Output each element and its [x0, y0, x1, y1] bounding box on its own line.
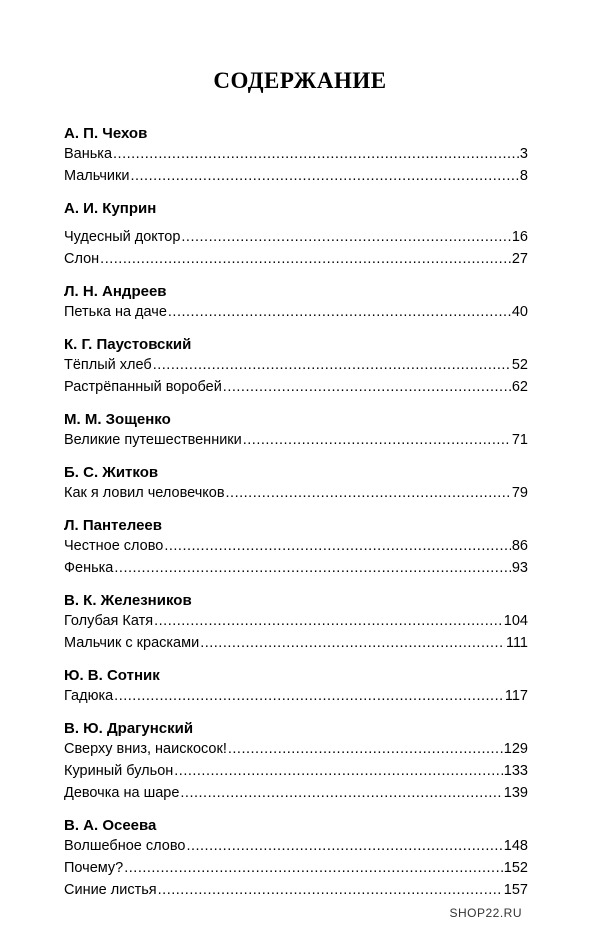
toc-entry[interactable] — [64, 760, 528, 782]
author-name: Л. Пантелеев — [64, 517, 162, 534]
toc-entry[interactable] — [64, 879, 528, 901]
author-name: А. П. Чехов — [64, 125, 148, 142]
page-number: 40 — [511, 304, 528, 320]
author-name: В. К. Железников — [64, 592, 192, 609]
page-number: 104 — [503, 613, 528, 629]
leader-dots — [181, 226, 510, 248]
toc-entry[interactable] — [64, 226, 528, 248]
toc-entry[interactable] — [64, 557, 528, 579]
story-title: Синие листья — [64, 882, 157, 898]
author-name: Л. Н. Андреев — [64, 283, 167, 300]
story-title: Честное слово — [64, 538, 164, 554]
story-title: Сверху вниз, наискосок! — [64, 741, 227, 757]
toc-entry[interactable] — [64, 143, 528, 165]
toc-section — [64, 335, 528, 398]
author-name: Ю. В. Сотник — [64, 667, 160, 684]
leader-dots — [243, 429, 511, 451]
toc-section — [64, 124, 528, 187]
page-number: 62 — [511, 379, 528, 395]
leader-dots — [130, 165, 518, 187]
toc-entry[interactable] — [64, 376, 528, 398]
page-number: 139 — [503, 785, 528, 801]
story-title: Ванька — [64, 146, 113, 162]
story-title: Чудесный доктор — [64, 229, 181, 245]
story-title: Мальчик с красками — [64, 635, 200, 651]
leader-dots — [153, 354, 511, 376]
leader-dots — [124, 857, 503, 879]
leader-dots — [223, 376, 511, 398]
leader-dots — [113, 143, 519, 165]
toc-entry[interactable] — [64, 354, 528, 376]
story-title: Тёплый хлеб — [64, 357, 152, 373]
story-title: Петька на даче — [64, 304, 167, 320]
leader-dots — [168, 301, 511, 323]
leader-dots — [180, 782, 502, 804]
toc-entry[interactable] — [64, 632, 528, 654]
toc-entry[interactable] — [64, 782, 528, 804]
story-title: Фенька — [64, 560, 114, 576]
story-title: Слон — [64, 251, 100, 267]
leader-dots — [226, 482, 511, 504]
author-name: К. Г. Паустовский — [64, 336, 192, 353]
page-number: 117 — [504, 688, 528, 704]
page-number: 8 — [519, 168, 528, 184]
page-number: 71 — [511, 432, 528, 448]
toc-section — [64, 666, 528, 707]
page-number: 93 — [511, 560, 528, 576]
author-name: М. М. Зощенко — [64, 411, 171, 428]
story-title: Почему? — [64, 860, 124, 876]
page-number: 111 — [505, 635, 528, 651]
toc-section — [64, 410, 528, 451]
toc-section — [64, 199, 528, 270]
page-number: 157 — [503, 882, 528, 898]
story-title: Как я ловил человечков — [64, 485, 225, 501]
toc-entry[interactable] — [64, 482, 528, 504]
page-number: 148 — [503, 838, 528, 854]
author-name: А. И. Куприн — [64, 200, 157, 217]
leader-dots — [164, 535, 511, 557]
story-title: Волшебное слово — [64, 838, 186, 854]
page-number: 133 — [503, 763, 528, 779]
toc-entry[interactable] — [64, 835, 528, 857]
story-title: Мальчики — [64, 168, 130, 184]
leader-dots — [114, 557, 510, 579]
toc-section — [64, 282, 528, 323]
story-title: Голубая Катя — [64, 613, 154, 629]
page-number: 79 — [511, 485, 528, 501]
page-title: СОДЕРЖАНИЕ — [213, 68, 387, 93]
toc-entry[interactable] — [64, 165, 528, 187]
story-title: Девочка на шаре — [64, 785, 180, 801]
toc-entry[interactable] — [64, 429, 528, 451]
toc-entry[interactable] — [64, 685, 528, 707]
toc-entry[interactable] — [64, 301, 528, 323]
leader-dots — [186, 835, 502, 857]
toc-entry[interactable] — [64, 610, 528, 632]
story-title: Гадюка — [64, 688, 114, 704]
author-name: В. А. Осеева — [64, 817, 157, 834]
author-name: Б. С. Житков — [64, 464, 159, 481]
page-number: 16 — [511, 229, 528, 245]
page-number: 3 — [519, 146, 528, 162]
toc-entry[interactable] — [64, 738, 528, 760]
page-number: 52 — [511, 357, 528, 373]
toc-entry[interactable] — [64, 248, 528, 270]
leader-dots — [228, 738, 503, 760]
watermark-text: SHOP22.RU — [449, 906, 522, 920]
page-number: 129 — [503, 741, 528, 757]
toc-section — [64, 816, 528, 901]
toc-entry[interactable] — [64, 857, 528, 879]
table-of-contents — [64, 124, 528, 901]
page-number: 152 — [503, 860, 528, 876]
leader-dots — [114, 685, 504, 707]
story-title: Великие путешественники — [64, 432, 242, 448]
story-title: Куриный бульон — [64, 763, 174, 779]
leader-dots — [174, 760, 503, 782]
leader-dots — [200, 632, 505, 654]
story-title: Растрёпанный воробей — [64, 379, 222, 395]
toc-section — [64, 463, 528, 504]
page-number: 86 — [511, 538, 528, 554]
toc-section — [64, 719, 528, 804]
author-name: В. Ю. Драгунский — [64, 720, 194, 737]
page-number: 27 — [511, 251, 528, 267]
leader-dots — [158, 879, 503, 901]
leader-dots — [154, 610, 503, 632]
toc-section — [64, 591, 528, 654]
leader-dots — [100, 248, 511, 270]
toc-section — [64, 516, 528, 579]
toc-entry[interactable] — [64, 535, 528, 557]
